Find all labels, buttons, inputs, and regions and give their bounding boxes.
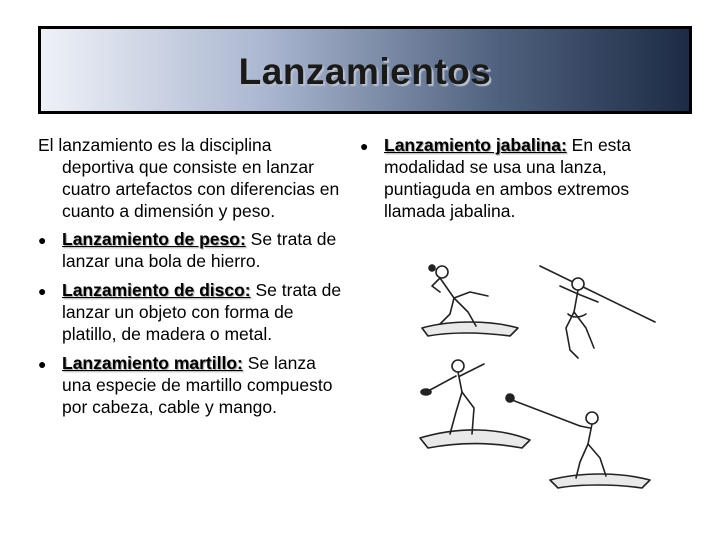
list-item — [38, 352, 348, 418]
intro-paragraph: El lanzamiento es la disciplina deportiva que consiste en lanzar cuatro artefactos con diferencias en cuanto a dimensión y peso. — [38, 135, 340, 221]
item-text: Se trata de lanzar una bola de hierro. — [62, 229, 337, 271]
list-item — [360, 134, 690, 222]
bullet-icon: ● — [38, 356, 47, 372]
athlete-illustrations — [410, 258, 670, 508]
bullet-icon: ● — [38, 232, 47, 248]
list-item — [38, 228, 348, 272]
item-term: Lanzamiento de peso: — [62, 229, 246, 249]
javelin-athlete-icon — [540, 266, 655, 358]
bullet-icon: ● — [360, 138, 369, 154]
item-text: Se lanza una especie de martillo compuesto por cabeza, cable y mango. — [62, 353, 333, 417]
title-banner — [38, 26, 692, 114]
item-term: Lanzamiento jabalina: — [384, 135, 567, 155]
athletes-drawing — [410, 258, 670, 508]
item-term: Lanzamiento de disco: — [62, 280, 251, 300]
discus-athlete-icon — [420, 360, 530, 448]
slide-title: Lanzamientos — [238, 51, 492, 92]
item-term: Lanzamiento martillo: — [62, 353, 243, 373]
list-item — [38, 279, 348, 345]
item-text: En esta modalidad se usa una lanza, puntiaguda en ambos extremos llamada jabalina. — [384, 135, 632, 221]
right-column — [360, 134, 690, 229]
item-text: Se trata de lanzar un objeto con forma de platillo, de madera o metal. — [62, 280, 342, 344]
shot-put-athlete-icon — [422, 265, 518, 336]
bullet-icon: ● — [38, 283, 47, 299]
left-column — [38, 134, 348, 425]
